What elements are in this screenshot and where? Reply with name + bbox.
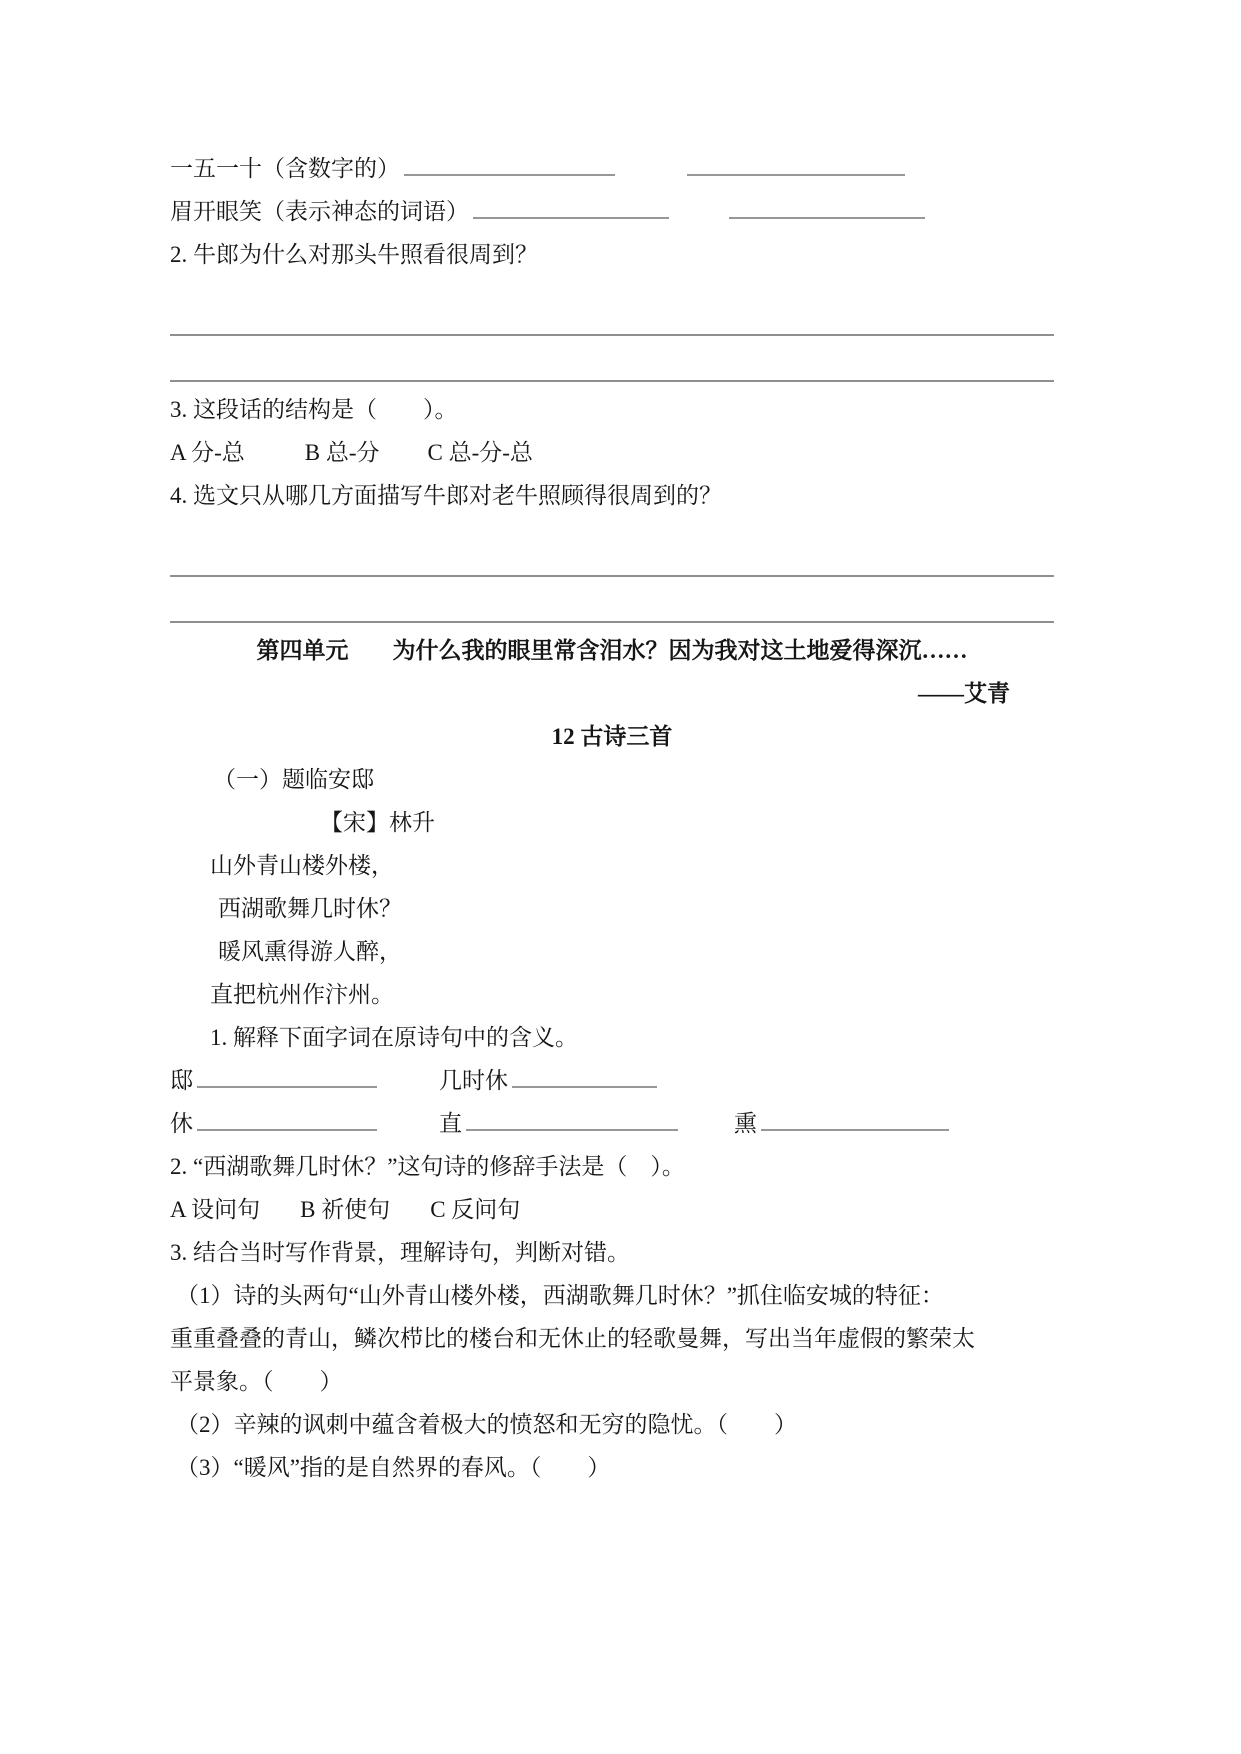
poem-question-3: 3. 结合当时写作背景，理解诗句，判断对错。 (170, 1240, 630, 1265)
poem-question-1: 1. 解释下面字词在原诗句中的含义。 (210, 1025, 578, 1050)
unit-motto: 为什么我的眼里常含泪水？因为我对这土地爱得深沉…… (392, 638, 968, 663)
tf-item-2: （2）辛辣的讽刺中蕴含着极大的愤怒和无穷的隐忧。（ ） (176, 1412, 797, 1437)
spacer (260, 1216, 300, 1217)
question-3: 3. 这段话的结构是（ ）。 (170, 397, 458, 422)
option-a: A 分-总 (170, 440, 245, 465)
answer-line (170, 531, 1054, 577)
term-jishixiu: 几时休 (439, 1068, 508, 1093)
idiom-prompt-2: 眉开眼笑（表示神态的词语） (170, 199, 469, 224)
spacer (380, 459, 428, 460)
poem-verse-3: 暖风熏得游人醉， (218, 939, 402, 964)
idiom-line-1 (170, 147, 1054, 190)
answer-blank (466, 1111, 678, 1131)
spacer (678, 1130, 734, 1131)
answer-blank (687, 156, 905, 176)
term-di: 邸 (170, 1068, 193, 1093)
motto-author: ——艾青 (918, 681, 1010, 706)
option-b: B 总-分 (304, 440, 380, 465)
spacer (377, 1130, 439, 1131)
idiom-line-2 (170, 190, 1054, 233)
poem-verse-1: 山外青山楼外楼， (210, 853, 394, 878)
answer-blank (404, 156, 615, 176)
spacer (390, 1216, 430, 1217)
lesson-title: 12 古诗三首 (551, 724, 673, 749)
answer-blank (729, 199, 925, 219)
spacer (669, 218, 725, 219)
option-a: A 设问句 (170, 1197, 261, 1222)
tf-item-3: （3）“暖风”指的是自然界的春风。（ ） (176, 1455, 611, 1480)
unit-number: 第四单元 (256, 638, 349, 663)
idiom-prompt-1: 一五一十（含数字的） (170, 156, 400, 181)
answer-blank (473, 199, 669, 219)
option-c: C 总-分-总 (427, 440, 533, 465)
page-content (170, 147, 1054, 1489)
option-c: C 反问句 (430, 1197, 521, 1222)
poem-question-2: 2. “西湖歌舞几时休？”这句诗的修辞手法是（ ）。 (170, 1154, 685, 1179)
spacer (615, 175, 683, 176)
answer-blank (761, 1111, 949, 1131)
term-row-1 (170, 1059, 1054, 1102)
question-2: 2. 牛郎为什么对那头牛照看很周到？ (170, 242, 538, 267)
option-b: B 祈使句 (300, 1197, 391, 1222)
term-xun: 熏 (734, 1111, 757, 1136)
answer-line (170, 290, 1054, 336)
question-3-options (170, 431, 1054, 474)
poem-poet: 【宋】林升 (320, 810, 435, 835)
poem-title: （一）题临安邸 (213, 767, 374, 792)
poem-question-2-options (170, 1188, 1054, 1231)
spacer (349, 657, 393, 658)
tf-item-1-line-3: 平景象。（ ） (170, 1369, 343, 1394)
answer-blank (512, 1068, 657, 1088)
poem-verse-4: 直把杭州作汴州。 (210, 982, 394, 1007)
answer-blank (197, 1068, 377, 1088)
answer-line (170, 577, 1054, 623)
tf-item-1-line-1: （1）诗的头两句“山外青山楼外楼，西湖歌舞几时休？”抓住临安城的特征： (176, 1283, 944, 1308)
spacer (377, 1087, 439, 1088)
term-row-2 (170, 1102, 1054, 1145)
term-zhi: 直 (439, 1111, 462, 1136)
term-xiu: 休 (170, 1111, 193, 1136)
unit-header (170, 629, 1054, 672)
answer-blank (197, 1111, 377, 1131)
question-4: 4. 选文只从哪几方面描写牛郎对老牛照顾得很周到的？ (170, 483, 722, 508)
poem-verse-2: 西湖歌舞几时休？ (218, 896, 402, 921)
tf-item-1-line-2: 重重叠叠的青山，鳞次栉比的楼台和无休止的轻歌曼舞，写出当年虚假的繁荣太 (170, 1326, 975, 1351)
answer-line (170, 336, 1054, 382)
spacer (245, 459, 305, 460)
